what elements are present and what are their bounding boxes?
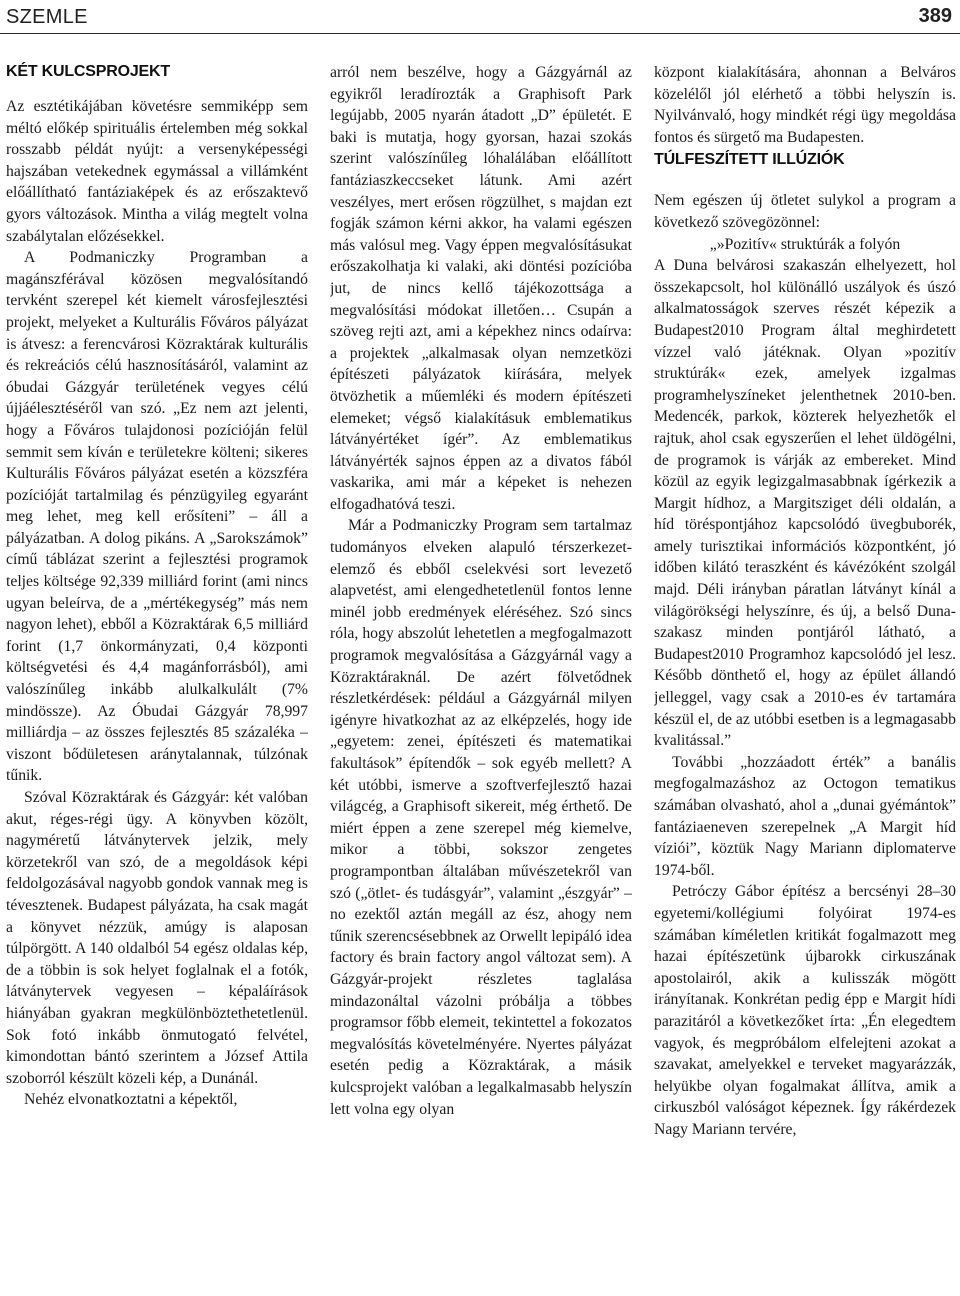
paragraph: Az esztétikájában követésre semmiképp sem méltó előkép spirituális értelemben még sokkal rosszabb példát nyújt: a versenyképességi hajszában vetekednek egymással a villámként előállítható fantáziaképek és az erőszaktevő gyors változások. Mintha a világ megtelt volna szabálytalan előzésekkel. — [6, 98, 308, 245]
paragraph: A Podmaniczky Programban a magánszférával közösen megvalósítandó tervként szerepel két kiemelt városfejlesztési projekt, melyeket a Kulturális Főváros pályázat is átvesz: a ferencvárosi Közraktárak kulturális és rekreációs célú hasznosításáról, valamint az óbudai Gázgyár területének vegyes célú újjáélesztéséről van szó. „Ez nem azt jelenti, hogy a Főváros tulajdonosi pozícióján felül semmit sem kíván e területekre költeni; sikeres Kulturális Főváros pályázat esetén a közszféra pozícióját tartalmilag és pénzügyileg egyaránt meg lehet, meg kell erősíteni” – áll a pályázatban. A dolog pikáns. A „Sarokszámok” című táblázat szerint a fejlesztési programok teljes költsége 92,339 milliárd forint (ami nincs ugyan beleírva, de a „mértékegység” más nem nagyon lehet), ebből a Közraktárak 6,5 milliárd forint (1,7 önkormányzati, 0,4 központi költségvetési és 4,4 magánforrásból), ami valószínűleg inkább alulkalkulált (7% mindössze). Az Óbudai Gázgyár 78,997 milliárdja – az összes fejlesztés 85 százaléka – viszont bődületesen aránytalannak, túlzónak tűnik. — [6, 249, 308, 785]
column-3 — [654, 62, 956, 1294]
paragraph: További „hozzáadott érték” a banális megfogalmazáshoz az Octogon tematikus számában olvasható, ahol a „dunai gyémántok” fantáziaeneven szerepelnek „A Margit híd víziói”, köztük Nagy Mariann diplomaterve 1974-ből. — [654, 753, 956, 879]
paragraph: Nem egészen új ötletet sulykol a program a következő szövegözönnel: — [654, 192, 956, 231]
page-number: 389 — [918, 5, 952, 27]
quote-title: „»Pozitív« struktúrák a folyón — [709, 235, 901, 253]
section-heading: TÚLFESZÍTETT ILLÚZIÓK — [654, 151, 845, 169]
column-1 — [6, 62, 308, 1294]
paragraph: központ kialakítására, ahonnan a Belváros közelélől jól elérhető a többi helyszín is. Nyilvánvaló, hogy mindkét régi ügy megoldása fontos és sürgető ma Budapesten. — [654, 64, 956, 146]
paragraph: Petróczy Gábor építész a bercsényi 28–30 egyetemi/kollégiumi folyóirat 1974-es számában kíméletlen kritikát fogalmazott meg hazai építészetünk újbarokk cirkuszának apostolairól, akik a kulisszák mögött irányítanak. Konkrétan pedig épp e Margit hídi parazitáról a következőket írta: „Én elegedtem vagyok, és megpróbálom elfelejteni azokat a szavakat, amelyekkel e terveket magyarázzák, helyükbe olyan fogalmakat állítva, amik a cirkuszból valóságot képeznek. Így rákérdezek Nagy Mariann tervére, — [654, 883, 956, 1138]
section-name: SZEMLE — [6, 6, 88, 28]
paragraph: arról nem beszélve, hogy a Gázgyárnál az egyikről leradírozták a Graphisoft Park legújabb, 2005 nyarán átadott „D” épületét. E baki is mutatja, hogy gyorsan, hazai szokás szerint valószínűleg lóhalálában előállított fantáziaszkeccseket látunk. Ami azért veszélyes, mert erősen rögzülhet, s majdan ezt fogják számon kérni akkor, ha valami egészen más valósul meg. Vagy éppen megvalósításukat erőszakolhatja ki valaki, aki döntési pozícióba jut, de nincs kellő tájékozottsága a megvalósítási módokat illetően… Csupán a szöveg rejti azt, ami a képekhez nincs odaírva: a projektek „alkalmasak olyan nemzetközi építészeti pályázatok kiírására, melyek ötvözhetik a műemléki és modern építészeti elemeket; végső kialakításuk emblematikus látványértéket ígér”. Az emblematikus látványérték sajnos éppen az a divatos fából vaskarika, ami már a képeket is nehezen elfogadhatóvá teszi. — [330, 64, 632, 513]
paragraph: Nehéz elvonatkoztatni a képektől, — [24, 1091, 238, 1109]
page-header — [0, 0, 960, 34]
column-2 — [330, 62, 632, 1294]
paragraph: Szóval Közraktárak és Gázgyár: két valóban akut, réges-régi ügy. A könyvben közölt, nagyméretű látványtervek jelzik, mely körzetekről van szó, de a megoldások képi feldolgozásával nagyobb gondok vannak meg is tévesztenek. Budapest pályázata, ha csak magát a könyvet nézzük, amúgy is alaposan túlpörgött. A 140 oldalból 54 egész oldalas kép, de a többin is sok helyet foglalnak el a fotók, látványtervek vegyesen – képaláírások hiányában gyakran megkülönböztethetetlenül. Sok fotó inkább önmutogató felvétel, kimondottan bántó szerintem a József Attila szoborról készült közeli kép, a Dunánál. — [6, 789, 308, 1087]
section-heading: KÉT KULCSPROJEKT — [6, 63, 170, 80]
paragraph: A Duna belvárosi szakaszán elhelyezett, hol összekapcsolt, hol különálló uszályok és úszó alkalmatosságok szerves részét képezik a Budapest2010 Program által meghirdetett vízzel való játéknak. Olyan »pozitív struktúrák« ezek, amelyek izgalmas programhelyszíneket jelenthetnek 2010-ben. Medencék, parkok, közterek helyezhetők el rajtuk, ahol csak egyszerűen el lehet üldögélni, de programok is várják az embereket. Mind közül az egyik legizgalmasabbnak ígérkezik a Margit hídhoz, a Margitsziget déli oldalán, a híd töréspontjához kapcsolódó üvegbuborék, amely turisztikai információs központként, jó időben kilátó teraszként és kávézóként szolgál majd. Déli irányban páratlan látványt kínál a világörökségi helyszínre, és új, a belső Duna-szakasz minden pontjáról látható, a Budapest2010 Programhoz kapcsolódó jel lesz. Később dönthető el, hogy az épület állandó jelleggel, vagy csak a 2010-es év tartamára készül el, de az utóbbi esetben is a legmagasabb kvalitással.” — [654, 257, 956, 750]
paragraph: Már a Podmaniczky Program sem tartalmaz tudományos elveken alapuló térszerkezet-elemző és ebből cselekvési sort levezető alapvetést, ami elengedhetetlenül fontos lenne minél jobb eredmények eléréséhez. Szó sincs róla, hogy abszolút lehetetlen a megfogalmazott programok megvalósítása a Gázgyárnál vagy a Közraktáraknál. De azért fölvetődnek részletkérdések: például a Gázgyárnál milyen igényre hivatkozhat az az elképzelés, hogy ide „egyetem: zenei, építészeti és matematikai fakultások” építendők – sok egyéb mellett? A két utóbbi, ismerve a szoftverfejlesztő hazai világcég, a Graphisoft sikereit, még érthető. De miért éppen a zene szerepel még kiemelve, mikor a többi, sokszor zengetes programpontban általában művészetekről van szó („ötlet- és tudásgyár”, valamint „észgyár” – no ezektől aztán megáll az ész, ahogy nem tűnik szerencsésebbnek az Orwellt lepipáló idea factory és brain factory angol változat sem). A Gázgyár-projekt részletes taglalása mindazonáltal vázolni próbálja a többes programsor főbb elemeit, tekintettel a fokozatos megvalósítás követelményére. Nyertes pályázat esetén pedig a Közraktárak, a másik kulcsprojekt valóban a legalkalmasabb helyszín lett volna egy olyan — [330, 517, 632, 1118]
